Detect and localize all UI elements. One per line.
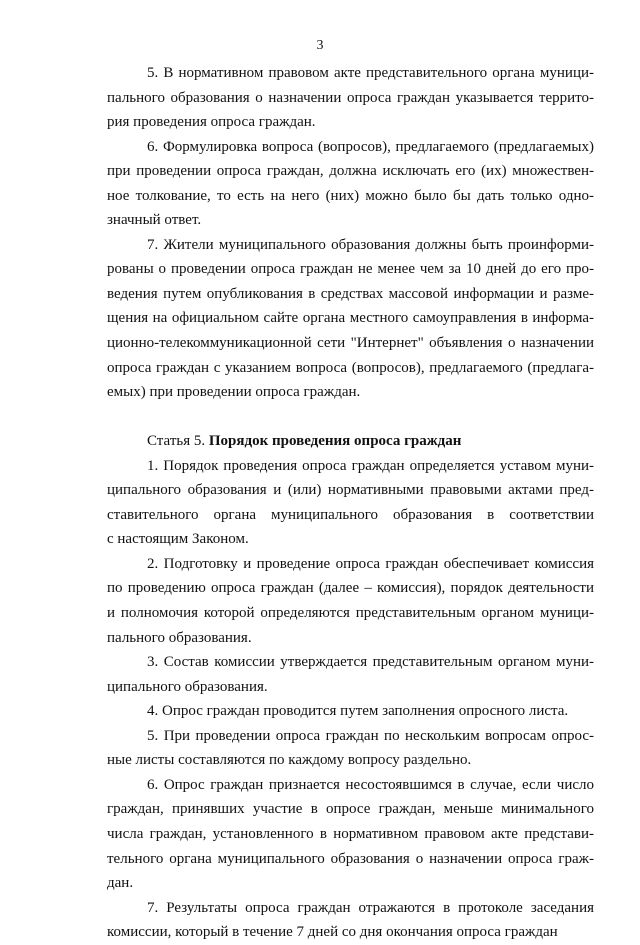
paragraph [107,135,594,233]
paragraph-line: тельного органа муниципального образования о назначении опроса граж- [107,850,594,867]
paragraph-line: по проведению опроса граждан (далее – комиссия), порядок деятельности [107,580,594,597]
paragraph [107,650,594,699]
paragraph-line: 5. В нормативном правовом акте представительного органа муници- [147,65,594,81]
paragraph-line: 4. Опрос граждан проводится путем заполнения опросного листа. [147,703,569,720]
article-heading [107,429,594,454]
paragraph-line: ципального образования. [107,678,268,695]
paragraph-line: 7. Результаты опроса граждан отражаются в протоколе заседания [147,899,594,916]
paragraph-line: 1. Порядок проведения опроса граждан определяется уставом муни- [147,457,594,474]
paragraph [107,896,594,945]
paragraph-line: 2. Подготовку и проведение опроса граждан обеспечивает комиссия [147,555,594,572]
paragraph-line: комиссии, который в течение 7 дней со дня окончания опроса граждан [107,924,558,941]
paragraph-line: ципального образования и (или) нормативными правовыми актами пред- [107,482,594,499]
paragraph-line: при проведении опроса граждан, должна исключать его (их) множествен- [107,163,594,180]
paragraph-line: рия проведения опроса граждан. [107,114,316,131]
paragraph [107,724,594,773]
paragraph-line: граждан, принявших участие в опросе граждан, меньше минимального [107,801,594,818]
section-before-heading [107,61,594,405]
section-after-heading [107,454,594,945]
paragraph-line: числа граждан, установленного в нормативном правовом акте представи- [107,825,594,842]
paragraph-line: рованы о проведении опроса граждан не менее чем за 10 дней до его про- [107,261,594,278]
paragraph-line: опроса граждан с указанием вопроса (вопросов), предлагаемого (предлага- [107,359,594,376]
paragraph-line: дан. [107,875,134,892]
paragraph-line: ведения путем опубликования в средствах массовой информации и разме- [107,285,594,302]
paragraph-line: пального образования. [107,629,252,646]
paragraph-line: 3. Состав комиссии утверждается представительным органом муни- [147,654,594,671]
paragraph [107,233,594,405]
paragraph-line: ставительного органа муниципального образования в соответствии [107,506,594,523]
paragraph [107,773,594,896]
article-heading-prefix: Статья 5. [147,433,209,450]
blank-line [107,405,594,430]
paragraph-line: 6. Опрос граждан признается несостоявшимся в случае, если число [147,776,594,793]
paragraph-line: 5. При проведении опроса граждан по нескольким вопросам опрос- [147,727,594,744]
paragraph [107,552,594,650]
paragraph-line: ное толкование, то есть на него (них) можно было бы дать только одно- [107,187,594,204]
paragraph-line: и полномочия которой определяются представительным органом муници- [107,605,594,622]
page-number: 3 [316,38,324,53]
paragraph-line: с настоящим Законом. [107,531,249,548]
paragraph-line: ные листы составляются по каждому вопросу раздельно. [107,752,472,769]
paragraph-line: значный ответ. [107,212,202,229]
paragraph-line: 7. Жители муниципального образования должны быть проинформи- [147,236,594,253]
paragraph-line: 6. Формулировка вопроса (вопросов), предлагаемого (предлагаемых) [147,138,594,155]
paragraph-line: ционно-телекоммуникационной сети "Интернет" объявления о назначении [107,335,594,352]
paragraph-line: емых) при проведении опроса граждан. [107,384,361,401]
paragraph [107,454,594,552]
paragraph-line: пального образования о назначении опроса граждан указывается террито- [107,89,594,106]
text-column [107,61,594,945]
paragraph [107,699,594,724]
paragraph-line: щения на официальном сайте органа местного самоуправления в информа- [107,310,594,327]
paragraph [107,61,594,135]
article-heading-title: Порядок проведения опроса граждан [208,433,462,450]
